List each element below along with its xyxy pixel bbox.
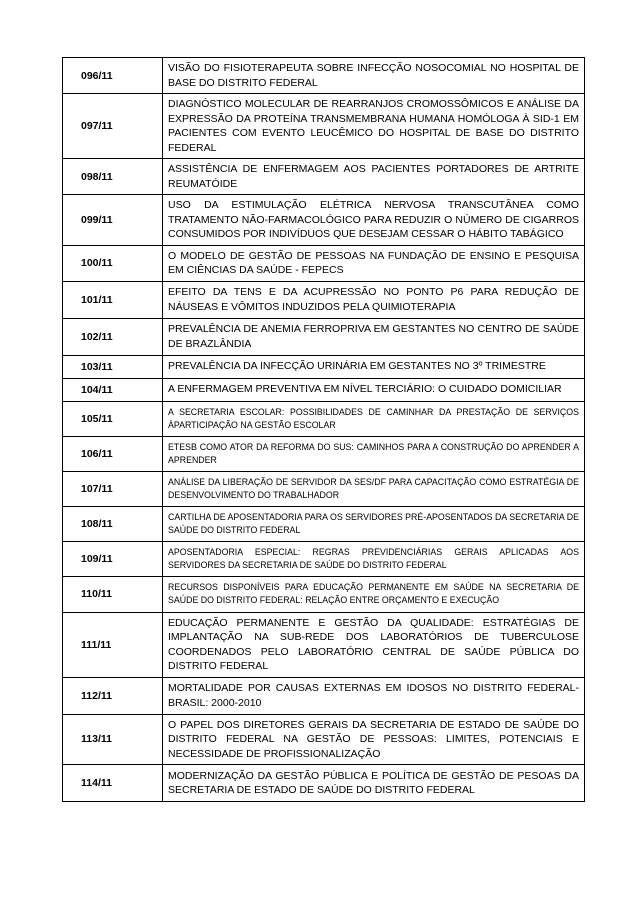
row-code: 103/11 bbox=[63, 355, 163, 378]
table-row bbox=[63, 677, 585, 714]
table-row bbox=[63, 401, 585, 436]
document-page bbox=[62, 57, 585, 802]
row-code: 110/11 bbox=[63, 576, 163, 612]
row-code: 101/11 bbox=[63, 281, 163, 318]
table-row bbox=[63, 714, 585, 765]
row-code: 108/11 bbox=[63, 506, 163, 541]
table-row bbox=[63, 576, 585, 612]
table-row bbox=[63, 436, 585, 471]
table-row bbox=[63, 765, 585, 802]
row-title: O MODELO DE GESTÃO DE PESSOAS NA FUNDAÇÃO DE ENSINO E PESQUISA EM CIÊNCIAS DA SAÚDE - FEPECS bbox=[163, 245, 585, 281]
row-code: 114/11 bbox=[63, 765, 163, 802]
row-title: PREVALÊNCIA DA INFECÇÃO URINÁRIA EM GESTANTES NO 3º TRIMESTRE bbox=[163, 355, 585, 378]
row-code: 112/11 bbox=[63, 677, 163, 714]
table-row bbox=[63, 94, 585, 159]
row-code: 106/11 bbox=[63, 436, 163, 471]
row-code: 105/11 bbox=[63, 401, 163, 436]
row-code: 097/11 bbox=[63, 94, 163, 159]
row-title: DIAGNÓSTICO MOLECULAR DE REARRANJOS CROMOSSÔMICOS E ANÁLISE DA EXPRESSÃO DA PROTEÍNA TRANSMEMBRANA HUMANA HOMÓLOGA À SID-1 EM PACIENTES COM EVENTO LEUCÊMICO DO HOSPITAL DE BASE DO DISTRITO FEDERAL bbox=[163, 94, 585, 159]
table-row bbox=[63, 318, 585, 355]
row-code: 098/11 bbox=[63, 159, 163, 195]
table-row bbox=[63, 245, 585, 281]
row-title: RECURSOS DISPONÍVEIS PARA EDUCAÇÃO PERMANENTE EM SAÚDE NA SECRETARIA DE SAÚDE DO DISTRITO FEDERAL: RELAÇÃO ENTRE ORÇAMENTO E EXECUÇÃO bbox=[163, 576, 585, 612]
row-title: A ENFERMAGEM PREVENTIVA EM NÍVEL TERCIÁRIO: O CUIDADO DOMICILIAR bbox=[163, 378, 585, 401]
row-title: EFEITO DA TENS E DA ACUPRESSÃO NO PONTO P6 PARA REDUÇÃO DE NÁUSEAS E VÔMITOS INDUZIDOS PELA QUIMIOTERAPIA bbox=[163, 281, 585, 318]
thesis-table bbox=[62, 57, 585, 802]
row-title: MODERNIZAÇÃO DA GESTÃO PÚBLICA E POLÍTICA DE GESTÃO DE PESOAS DA SECRETARIA DE ESTADO DE SAÚDE DO DISTRITO FEDERAL bbox=[163, 765, 585, 802]
table-row bbox=[63, 195, 585, 246]
row-title: PREVALÊNCIA DE ANEMIA FERROPRIVA EM GESTANTES NO CENTRO DE SAÚDE DE BRAZLÂNDIA bbox=[163, 318, 585, 355]
row-title: USO DA ESTIMULAÇÃO ELÉTRICA NERVOSA TRANSCUTÂNEA COMO TRATAMENTO NÃO-FARMACOLÓGICO PARA REDUZIR O NÚMERO DE CIGARROS CONSUMIDOS POR INDIVÍDUOS QUE DESEJAM CESSAR O HÁBITO TABÁGICO bbox=[163, 195, 585, 246]
row-title: APOSENTADORIA ESPECIAL: REGRAS PREVIDENCIÁRIAS GERAIS APLICADAS AOS SERVIDORES DA SECRETARIA DE SAÚDE DO DISTRITO FEDERAL bbox=[163, 541, 585, 576]
table-row bbox=[63, 541, 585, 576]
table-row bbox=[63, 378, 585, 401]
row-title: CARTILHA DE APOSENTADORIA PARA OS SERVIDORES PRÉ-APOSENTADOS DA SECRETARIA DE SAÚDE DO DISTRITO FEDERAL bbox=[163, 506, 585, 541]
table-row bbox=[63, 506, 585, 541]
table-row bbox=[63, 281, 585, 318]
row-code: 099/11 bbox=[63, 195, 163, 246]
row-title: ASSISTÊNCIA DE ENFERMAGEM AOS PACIENTES PORTADORES DE ARTRITE REUMATÓIDE bbox=[163, 159, 585, 195]
row-code: 104/11 bbox=[63, 378, 163, 401]
row-code: 111/11 bbox=[63, 612, 163, 677]
table-row bbox=[63, 58, 585, 94]
table-row bbox=[63, 471, 585, 506]
row-title: ANÁLISE DA LIBERAÇÃO DE SERVIDOR DA SES/DF PARA CAPACITAÇÃO COMO ESTRATÉGIA DE DESENVOLVIMENTO DO TRABALHADOR bbox=[163, 471, 585, 506]
row-title: ETESB COMO ATOR DA REFORMA DO SUS: CAMINHOS PARA A CONSTRUÇÃO DO APRENDER A APRENDER bbox=[163, 436, 585, 471]
table-row bbox=[63, 355, 585, 378]
row-code: 096/11 bbox=[63, 58, 163, 94]
row-code: 102/11 bbox=[63, 318, 163, 355]
row-title: VISÃO DO FISIOTERAPEUTA SOBRE INFECÇÃO NOSOCOMIAL NO HOSPITAL DE BASE DO DISTRITO FEDERAL bbox=[163, 58, 585, 94]
row-code: 113/11 bbox=[63, 714, 163, 765]
table-row bbox=[63, 612, 585, 677]
row-title: A SECRETARIA ESCOLAR: POSSIBILIDADES DE CAMINHAR DA PRESTAÇÃO DE SERVIÇOS ÀPARTICIPAÇÃO NA GESTÃO ESCOLAR bbox=[163, 401, 585, 436]
row-title: EDUCAÇÃO PERMANENTE E GESTÃO DA QUALIDADE: ESTRATÉGIAS DE IMPLANTAÇÃO NA SUB-REDE DOS LABORATÓRIOS DE TUBERCULOSE COORDENADOS PELO LABORATÓRIO CENTRAL DE SAÚDE PÚBLICA DO DISTRITO FEDERAL bbox=[163, 612, 585, 677]
row-title: MORTALIDADE POR CAUSAS EXTERNAS EM IDOSOS NO DISTRITO FEDERAL-BRASIL: 2000-2010 bbox=[163, 677, 585, 714]
row-title: O PAPEL DOS DIRETORES GERAIS DA SECRETARIA DE ESTADO DE SAÚDE DO DISTRITO FEDERAL NA GESTÃO DE PESSOAS: LIMITES, POTENCIAIS E NECESSIDADE DE PROFISSIONALIZAÇÃO bbox=[163, 714, 585, 765]
row-code: 107/11 bbox=[63, 471, 163, 506]
table-row bbox=[63, 159, 585, 195]
row-code: 109/11 bbox=[63, 541, 163, 576]
row-code: 100/11 bbox=[63, 245, 163, 281]
